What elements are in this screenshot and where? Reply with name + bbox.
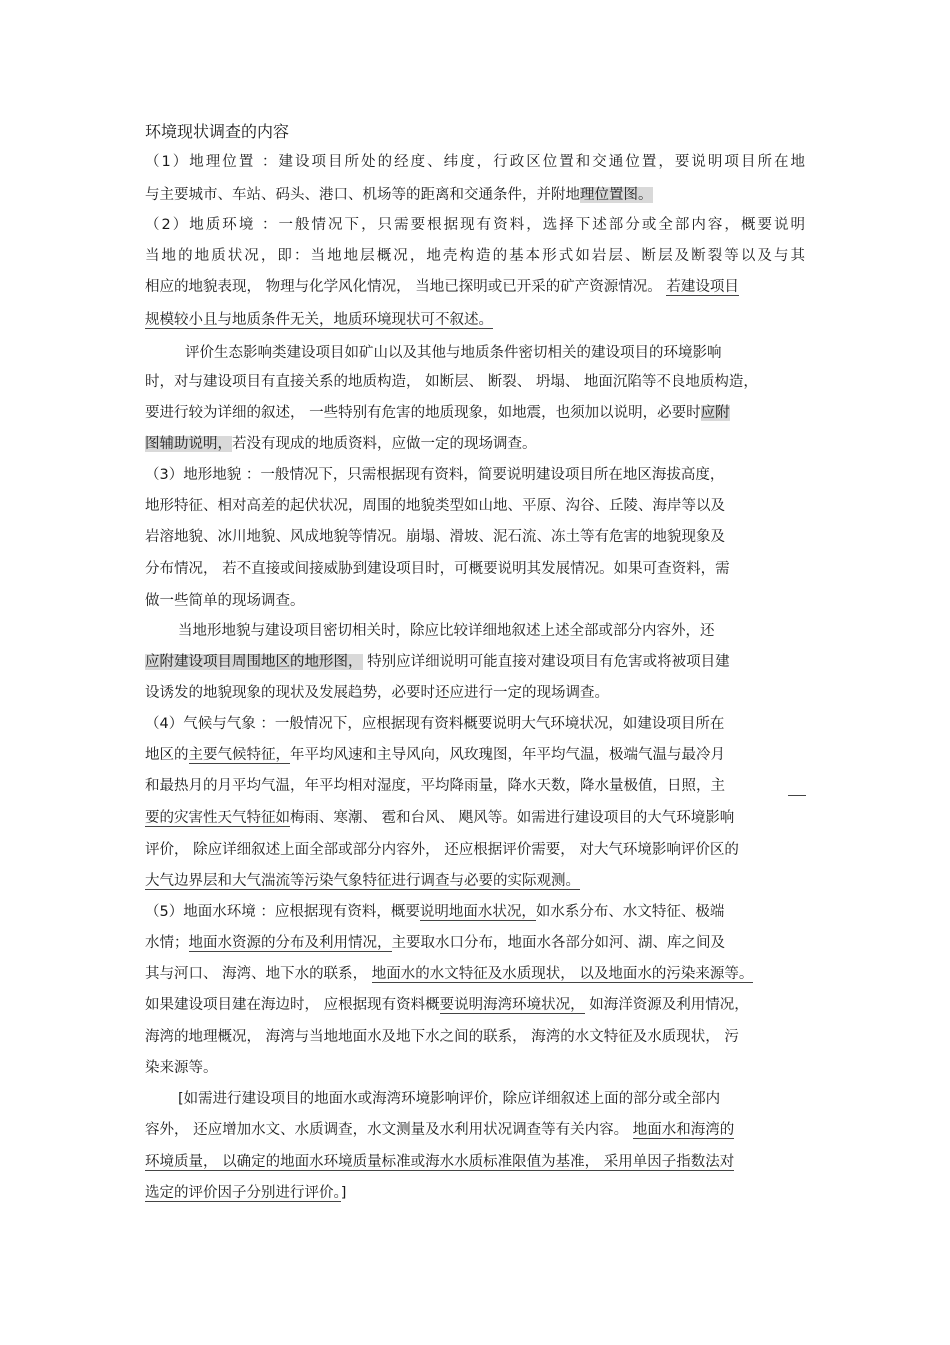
text-line: 图辅助说明，若没有现成的地质资料，应做一定的现场调查。 <box>145 436 537 452</box>
text-line: [如需进行建设项目的地面水或海湾环境影响评价，除应详细叙述上面的部分或全部内 <box>178 1091 721 1107</box>
text-line: 时，对与建设项目有直接关系的地质构造， 如断层、 断裂、 坍塌、 地面沉陷等不良地质构造， <box>145 374 758 390</box>
text-line: 当地的地质状况，即：当地地层概况，地壳构造的基本形式如岩层、断层及断裂等以及与其 <box>145 248 805 264</box>
text-line: （4）气候与气象 ：一般情况下，应根据现有资料概要说明大气环境状况，如建设项目所在 <box>145 716 725 732</box>
text-line: （1）地理位置 ：建设项目所处的经度、纬度，行政区位置和交通位置，要说明项目所在地 <box>145 154 805 170</box>
text-line: 要的灾害性天气特征如梅雨、寒潮、 雹和台风、 飓风等。如需进行建设项目的大气环境影响 <box>145 810 735 826</box>
text-line: 分布情况， 若不直接或间接威胁到建设项目时，可概要说明其发展情况。如果可查资料，需 <box>145 561 730 577</box>
text-line: 设诱发的地貌现象的现状及发展趋势，必要时还应进行一定的现场调查。 <box>145 685 609 701</box>
text-line: 大气边界层和大气湍流等污染气象特征进行调查与必要的实际观测。 <box>145 873 580 889</box>
text-line: 相应的地貌表现， 物理与化学风化情况， 当地已探明或已开采的矿产资源情况。 若建设项目 <box>145 279 739 295</box>
text-line: 评价生态影响类建设项目如矿山以及其他与地质条件密切相关的建设项目的环境影响 <box>185 345 722 361</box>
text-line: （2）地质环境 ：一般情况下，只需要根据现有资料，选择下述部分或全部内容，概要说明 <box>145 217 805 233</box>
text-line: 评价， 除应详细叙述上面全部或部分内容外， 还应根据评价需要， 对大气环境影响评价区的 <box>145 842 739 858</box>
page-title: 环境现状调查的内容 <box>145 122 290 141</box>
text-line: 与主要城市、车站、码头、港口、机场等的距离和交通条件，并附地理位置图。 <box>145 187 653 203</box>
text-line: 和最热月的月平均气温，年平均相对湿度，平均降雨量，降水天数，降水量极值，日照，主 <box>145 778 725 794</box>
text-line: （5）地面水环境 ：应根据现有资料，概要说明地面水状况，如水系分布、水文特征、极端 <box>145 904 725 920</box>
text-line: 其与河口、 海湾、地下水的联系， 地面水的水文特征及水质现状， 以及地面水的污染来源等。 <box>145 966 754 982</box>
text-line: 地形特征、相对高差的起伏状况，周围的地貌类型如山地、平原、沟谷、丘陵、海岸等以及 <box>145 498 725 514</box>
text-line: 地区的主要气候特征，年平均风速和主导风向，风玫瑰图，年平均气温，极端气温与最冷月 <box>145 747 725 763</box>
text-line: 要进行较为详细的叙述， 一些特别有危害的地质现象，如地震，也须加以说明，必要时应附 <box>145 405 730 421</box>
text-line: 规模较小且与地质条件无关，地质环境现状可不叙述。 <box>145 312 493 328</box>
text-line: 岩溶地貌、冰川地貌、风成地貌等情况。崩塌、滑坡、泥石流、冻土等有危害的地貌现象及 <box>145 529 725 545</box>
text-line: 环境质量， 以确定的地面水环境质量标准或海水水质标准限值为基准， 采用单因子指数法对 <box>145 1154 735 1170</box>
text-line: 海湾的地理概况， 海湾与当地地面水及地下水之间的联系， 海湾的水文特征及水质现状， 污 <box>145 1029 739 1045</box>
text-line: 做一些简单的现场调查。 <box>145 593 305 609</box>
text-line: 水情；地面水资源的分布及利用情况，主要取水口分布，地面水各部分如河、湖、库之间及 <box>145 935 725 951</box>
text-line: 应附建设项目周围地区的地形图， 特别应详细说明可能直接对建设项目有危害或将被项目建 <box>145 654 730 670</box>
text-line: 容外， 还应增加水文、水质调查，水文测量及水利用状况调查等有关内容。 地面水和海湾的 <box>145 1122 735 1138</box>
text-line: 染来源等。 <box>145 1060 218 1076</box>
text-line: 如果建设项目建在海边时， 应根据现有资料概要说明海湾环境状况， 如海洋资源及利用情况， <box>145 997 749 1013</box>
text-line: 选定的评价因子分别进行评价。] <box>145 1185 347 1201</box>
underline-mark <box>788 795 806 796</box>
text-line: （3）地形地貌 ：一般情况下，只需根据现有资料，简要说明建设项目所在地区海拔高度， <box>145 467 725 483</box>
text-line: 当地形地貌与建设项目密切相关时，除应比较详细地叙述上述全部或部分内容外，还 <box>178 623 715 639</box>
